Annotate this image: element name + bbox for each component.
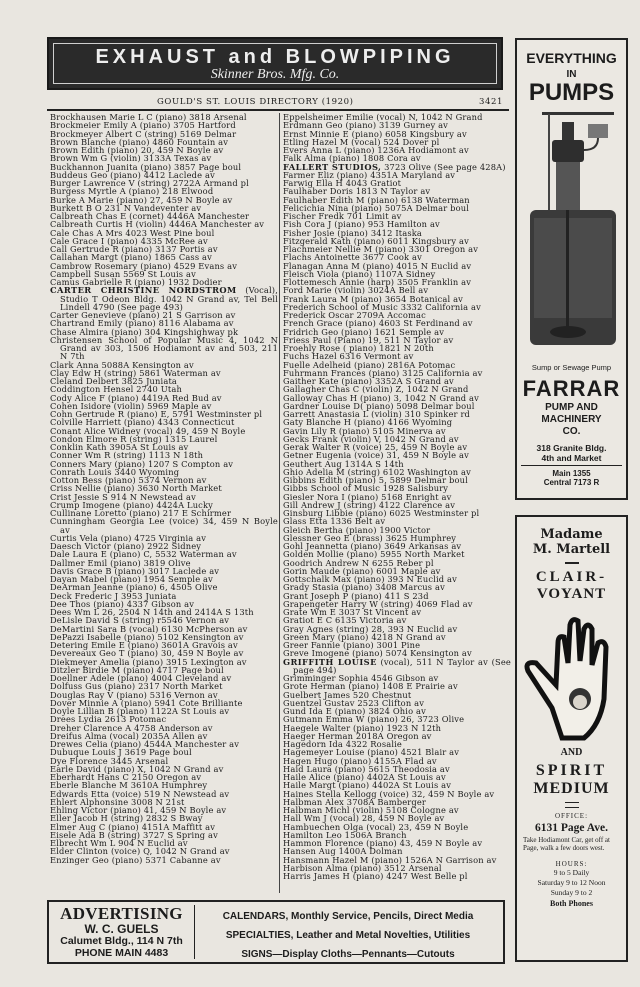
listing-entry: Ehlert Alphonsine 3008 N 21st — [50, 796, 185, 807]
listing-entry: Clark Anna 5088A Kensington av — [50, 359, 194, 370]
ad-title: SPIRIT — [535, 762, 608, 779]
listing-entry: Fitzgerald Kath (piano) 6011 Kingsbury av — [283, 235, 469, 246]
listing-entry: Flachs Antoinette 3677 Cook av — [283, 252, 422, 263]
listing-entry: Detering Emile E (piano) 3601A Gravois av — [50, 640, 238, 650]
listing-entry: Ford Marie (violin) 3024A Bell av — [283, 285, 429, 296]
listing-entry: Cale Grace I (piano) 4335 McRee av — [50, 235, 208, 246]
listing-entry: Grant Joseph P (piano) 411 S 23d — [283, 590, 429, 601]
listing-entry: Christensen School of Popular Music 4, 1042 N Grand av 303, 1506 Hodiamont av and 503, 211 N 7th — [50, 334, 278, 362]
ad-address: 318 Granite Bldg. — [536, 443, 607, 453]
listing-entry: Haile Margt (piano) 4402A St Louis av — [283, 780, 452, 791]
listing-entry: Edwards Etta (voice) 519 N Newstead av — [50, 788, 230, 799]
listing-entry: Diekmeyer Amelia (piano) 3915 Lexington av — [50, 656, 247, 667]
listing-entry: Brown Edith (piano) 20, 459 N Boyle av — [50, 145, 224, 155]
listing-entry: Call Gertrude R (piano) 3137 Portis av — [50, 244, 218, 254]
listing-entry: Hamilton Leo 1506A Branch — [283, 829, 407, 840]
listing-entry: Conners Mary (piano) 1207 S Compton av — [50, 458, 234, 469]
listing-entry: Doyle Lillian B (piano) 1122A St Louis av — [50, 706, 230, 716]
listing-entry: Criss Nellie (piano) 3630 North Market — [50, 483, 222, 494]
column-divider — [279, 113, 280, 893]
ad-headline: EXHAUST and BLOWPIPING — [95, 46, 455, 68]
ad-title: MEDIUM — [533, 780, 610, 797]
listing-entry: Burgess Myrtle A (piano) 218 Elwood — [50, 186, 214, 197]
listing-entry: Drewes Celia (piano) 4544A Manchester av — [50, 739, 240, 749]
listing-entry: Harbison Alma (piano) 3512 Arsenal — [283, 862, 442, 873]
ad-phone: Central 7173 R — [543, 478, 600, 487]
listing-entry: Calbreath Chas E (cornet) 4446A Manchester — [50, 211, 250, 221]
listing-entry: Brockhausen Marie L C (piano) 3818 Arsenal — [50, 112, 247, 122]
listing-entry: Giesler Nora I (piano) 5168 Enright av — [283, 491, 452, 502]
listing-entry: Dallmer Emil (piano) 3819 Olive — [50, 557, 191, 568]
listing-details: (vocal), 511 N Taylor av (See page 494) — [293, 656, 511, 675]
listing-entry: Fischer Fredk 701 Limit av — [283, 211, 402, 221]
listing-entry: Fuelle Adelheid (piano) 2816A Potomac — [283, 359, 456, 370]
listing-entry: Dee Thos (piano) 4337 Gibson av — [50, 598, 195, 609]
listing-entry: Guelbert James 520 Chestnut — [283, 689, 412, 700]
office-label: OFFICE: — [554, 812, 589, 820]
hours-label: HOURS: — [555, 860, 588, 868]
listing-entry: Flachmeier Nellie M (piano) 3301 Oregon av — [283, 244, 479, 254]
listing-entry — [50, 286, 278, 311]
ad-title: CLAIR- — [535, 569, 608, 585]
ad-name: M. Martell — [532, 542, 611, 557]
ad-address: 4th and Market — [521, 453, 622, 466]
listing-entry: Fridrich Geo (piano) 1621 Semple av — [283, 326, 445, 337]
listing-entry: Grapengeter Harry W (string) 4069 Flad av — [283, 598, 473, 609]
listing-entry: Gerak Walter R (voice) 25, 459 N Boyle av — [283, 442, 468, 452]
listing-entry: Dubuque Louis J 3619 Page boul — [50, 747, 192, 758]
listing-entry: Hagemeyer Louise (piano) 4521 Blair av — [283, 747, 460, 758]
listing-entry: Enzinger Geo (piano) 5371 Cabanne av — [50, 854, 221, 865]
listing-entry: Chase Almira (piano) 304 Kingshighway pk — [50, 326, 239, 337]
listing-entry: Garrett Anastasia L (violin) 310 Spinker rd — [283, 409, 471, 419]
listing-entry: Condon Elmore R (string) 1315 Laurel — [50, 433, 218, 444]
listing-entry: Fuchs Hazel 6316 Vermont av — [283, 351, 414, 362]
listing-entry: Felicichia Nina (piano) 5075A Delmar boul — [283, 202, 470, 213]
listing-name-bold: GRIFFITH LOUISE — [283, 656, 377, 667]
listing-entry: Gray Agnes (string) 28, 393 N Euclid av — [283, 623, 458, 634]
listing-entry: Chartrand Emily (piano) 8116 Alabama av — [50, 318, 234, 329]
listing-entry: Crist Jessie S 914 N Newstead av — [50, 491, 196, 502]
listing-entry: Goodrich Andrew N 6255 Reber pl — [283, 557, 434, 568]
ad-brand: FARRAR — [522, 376, 621, 401]
listing-entry — [283, 658, 511, 675]
listing-entry: Getner Eugenia (voice) 31, 459 N Boyle av — [283, 450, 469, 461]
listing-entry: Deck Frederic J 3953 Juniata — [50, 590, 177, 601]
ad-line: CALENDARS, Monthly Service, Pencils, Direct Media — [222, 911, 474, 922]
listing-entry: Daesch Victor (piano) 2922 Sidney — [50, 541, 202, 551]
ad-and: AND — [560, 747, 583, 758]
ad-phones: Both Phones — [550, 899, 593, 908]
listing-entry: Dye Florence 3445 Arsenal — [50, 755, 169, 766]
ad-line: PUMPS — [528, 79, 615, 106]
listing-entry: Dale Laura E (piano) C, 5532 Waterman av — [50, 549, 237, 560]
listing-entry: Cullinane Loretto (piano) 217 E Schirmer — [50, 508, 232, 518]
listing-entry: Hambuechen Olga (vocal) 23, 459 N Boyle — [283, 821, 469, 832]
listing-entry: Eppelsheimer Emilie (vocal) N, 1042 N Grand — [283, 112, 483, 122]
listing-entry: Friess Paul (Piano) 19, 511 N Taylor av — [283, 334, 454, 345]
listing-entry: Fisher Josie (piano) 3412 Itaska — [283, 227, 423, 238]
listing-entry: Flanagan Anna M (piano) 4015 N Euclid av — [283, 260, 472, 271]
listing-entry: Guentzel Gustav 2523 Clifton av — [283, 697, 425, 708]
pump-advertisement — [515, 38, 628, 500]
middle-listing-column — [283, 113, 511, 880]
listing-entry: Glessner Geo E (brass) 3625 Humphrey — [283, 532, 457, 543]
listing-entry: Buddeus Geo (piano) 4412 Laclede av — [50, 169, 215, 180]
ad-address: Calumet Bldg., 114 N 7th — [60, 935, 183, 947]
listing-entry: Drees Lydia 2613 Potomac — [50, 714, 167, 725]
listing-entry: Gecks Frank (violin) V, 1042 N Grand av — [283, 433, 459, 444]
listing-entry: Falk Alma (piano) 1808 Cora av — [283, 153, 421, 164]
listing-entry: Grote Herman (piano) 1408 E Prairie av — [283, 681, 458, 692]
listing-name-bold: FALLERT STUDIOS, — [283, 161, 382, 172]
listing-entry: Dayan Mabel (piano) 1954 Semple av — [50, 574, 213, 584]
ad-phone: Main 1355 — [552, 469, 591, 478]
listing-entry: Ditzler Birdie M (piano) 4717 Page boul — [50, 664, 224, 675]
listing-entry: Callahan Margt (piano) 1865 Cass av — [50, 252, 212, 263]
listing-entry: Fish Cora J (piano) 953 Hamilton av — [283, 219, 440, 230]
listing-entry: Hagen Hugo (piano) 4155A Flad av — [283, 755, 437, 766]
listing-entry: Flottemesch Annie (harp) 3505 Franklin av — [283, 277, 472, 287]
listing-entry: Cale Chas A Mrs 4023 West Pine boul — [50, 227, 215, 238]
listing-entry: Eisele Ada B (string) 3727 S Spring av — [50, 829, 218, 840]
ad-address: 6131 Page Ave. — [535, 822, 608, 834]
listing-entry: Conant Alice Widney (vocal) 49, 459 N Boyle — [50, 425, 246, 436]
listing-entry: Gill Andrew J (string) 4122 Clarence av — [283, 499, 456, 510]
listing-entry: Colville Harriett (piano) 4343 Connecticut — [50, 417, 235, 428]
listing-entry: Geuthert Aug 1314A S 14th — [283, 458, 404, 469]
listing-entry: Gaty Blanche H (piano) 4166 Wyoming — [283, 417, 453, 428]
listing-details: 3723 Olive (See page 428A) — [381, 161, 506, 172]
clairvoyant-advertisement — [515, 515, 628, 962]
listing-entry: Gibbins Edith (piano) 5, 5899 Delmar boul — [283, 475, 468, 485]
listing-entry: Buckhannon Juanita (piano) 3857 Page boul — [50, 161, 242, 172]
listing-entry: Eller Jacob H (string) 2832 S Bway — [50, 813, 203, 824]
listing-entry: Green Mary (piano) 4218 N Grand av — [283, 631, 446, 642]
listing-entry: Gutmann Emma W (piano) 26, 3723 Olive — [283, 714, 465, 725]
header-rule — [47, 109, 509, 111]
listing-entry: Haeger Herman 2018A Oregon av — [283, 730, 432, 741]
listing-entry: Dolfuss Gus (piano) 2317 North Market — [50, 681, 223, 692]
listing-entry: Fuhrmann Frances (piano) 3125 California av — [283, 367, 483, 378]
listing-entry: Fleisch Viola (piano) 1107A Sidney — [283, 268, 436, 279]
directory-title: GOULD'S ST. LOUIS DIRECTORY (1920) — [157, 97, 354, 107]
ad-line: IN — [566, 69, 577, 80]
ad-hours: Saturday 9 to 12 Noon — [537, 878, 606, 887]
listing-entry: Evers Anna L (piano) 1236A Hodiamont av — [283, 145, 469, 155]
listing-entry: DePazzi Isabelle (piano) 5102 Kensington av — [50, 631, 244, 642]
bottom-advertisement — [47, 900, 505, 964]
listing-entry: Gratiot E C 6135 Victoria av — [283, 615, 407, 626]
listing-entry: Curtis Vela (piano) 4725 Virginia av — [50, 532, 207, 543]
ad-company: Skinner Bros. Mfg. Co. — [210, 67, 340, 82]
listing-entry: Davis Grace B (piano) 3017 Laclede av — [50, 565, 220, 576]
listing-entry: Cunningham Georgia Lee (voice) 34, 459 N Boyle av — [50, 516, 278, 535]
listing-entry: Gund Ida E (piano) 3824 Ohio av — [283, 706, 426, 716]
listing-entry: Farmer Eliz (piano) 4351A Maryland av — [283, 169, 456, 180]
listing-entry: Gibbs School of Music 1928 Salisbury — [283, 483, 449, 494]
listing-entry: Gorin Maude (piano) 6001 Maple av — [283, 565, 441, 576]
listing-entry: Cohen Isidore (violin) 5969 Maple av — [50, 400, 212, 411]
page-number: 3421 — [478, 97, 503, 107]
listing-entry: Greer Fannie (piano) 3001 Pine — [283, 640, 421, 650]
listing-entry: Gaither Kate (piano) 3352A S Grand av — [283, 376, 454, 386]
ad-line: MACHINERY — [541, 414, 602, 425]
listing-name-bold: CARTER CHRISTINE NORDSTROM — [50, 285, 237, 296]
listing-details: (Vocal), Studio T Odeon Bldg. 1042 N Grand av, Tel Bell Lindell 4790 (See page 493) — [60, 285, 278, 312]
listing-entry: Eberle Blanche M 3610A Humphrey — [50, 780, 208, 791]
listing-entry: Frank Laura M (piano) 3654 Botanical av — [283, 293, 464, 304]
listing-entry: Glass Etta 1336 Belt av — [283, 516, 386, 527]
ad-heading: ADVERTISING — [60, 904, 183, 923]
listing-entry: Gottschalk Max (piano) 393 N Euclid av — [283, 574, 457, 584]
ad-line: PUMP AND — [545, 402, 598, 413]
listing-entry: Hall Wm J (vocal) 28, 459 N Boyle av — [283, 813, 445, 824]
listing-entry: Faulhaber Edith M (piano) 6138 Waterman — [283, 194, 470, 205]
listing-entry: Dreifus Alma (vocal) 2035A Allen av — [50, 730, 208, 741]
listing-entry: Grate Wm E 3037 St Vincent av — [283, 607, 422, 617]
listing-entry: Froehly Rose ( piano) 1821 N 20th — [283, 343, 434, 353]
listing-entry: Gallagher Chas C (violin) Z, 1042 N Grand — [283, 384, 469, 395]
listing-entry: Brown Blanche (piano) 4860 Fountain av — [50, 136, 229, 147]
listing-entry: Elbrecht Wm L 904 N Euclid av — [50, 838, 188, 848]
listing-entry: Hansmann Hazel M (piano) 1526A N Garrison av — [283, 854, 497, 865]
listing-entry: Burger Lawrence V (string) 2722A Armand pl — [50, 178, 249, 188]
listing-entry: Haegele Walter (piano) 1923 N 12th — [283, 722, 442, 733]
listing-entry: Frederich School of Music 3332 California av — [283, 301, 481, 312]
listing-entry: Dreher Clarence A 4758 Anderson av — [50, 722, 213, 733]
listing-entry: DeArman Jeanne (piano) 6, 4505 Olive — [50, 582, 218, 593]
listing-entry: Cleland Delbert 3825 Juniata — [50, 376, 178, 386]
listing-entry: Brown Wm G (violin) 3133A Texas av — [50, 153, 212, 164]
listing-entry: Grimminger Sophia 4546 Gibson av — [283, 673, 439, 683]
listing-entry: Burke A Marie (piano) 27, 459 N Boyle av — [50, 194, 233, 205]
listing-entry: Ginsburg Libbie (piano) 6025 Westminster pl — [283, 508, 480, 518]
listing-entry: Harris James H (piano) 4247 West Belle pl — [283, 871, 468, 881]
listing-entry: Elder Clinton (voice) Q, 1042 N Grand av — [50, 846, 230, 857]
listing-entry: Hansen Aug 1400A Dolman — [283, 846, 403, 857]
listing-entry: Hagedorn Ida 4322 Rosalie — [283, 739, 402, 749]
listing-entry: Conner Wm R (string) 1113 N 18th — [50, 450, 204, 461]
listing-entry: Elmer Aug C (piano) 4151A Maffitt av — [50, 821, 216, 832]
palm-hand-illustration — [522, 603, 622, 743]
sump-pump-illustration — [522, 110, 622, 358]
listing-entry: Farwig Ella H 4043 Gratiot — [283, 178, 402, 188]
listing-entry: Greve Imogene (piano) 5074 Kensington av — [283, 648, 472, 659]
listing-entry: Brockmeyer Albert C (string) 5169 Delmar — [50, 128, 237, 139]
ad-line: SIGNS—Display Cloths—Pennants—Cutouts — [241, 949, 455, 960]
listing-entry: Dees Wm L 26, 2504 N 14th and 2414A S 13th — [50, 607, 254, 617]
listing-entry: Eberhardt Hans C 2150 Oregon av — [50, 772, 202, 782]
top-advertisement — [47, 37, 503, 90]
listing-entry: Cotton Bess (piano) 5374 Vernon av — [50, 475, 207, 485]
listing-entry: Devereaux Geo T (piano) 30, 459 N Boyle av — [50, 648, 244, 659]
listing-entry: Ghio Adelia M (string) 6102 Washington av — [283, 466, 471, 477]
listing-entry: Gleich Bertha (piano) 1900 Victor — [283, 524, 431, 535]
ad-line: SPECIALTIES, Leather and Metal Novelties, Utilities — [225, 930, 471, 941]
listing-entry: Ehling Victor (piano) 41, 459 N Boyle av — [50, 805, 227, 815]
listing-entry: Conrath Louis 3440 Wyoming — [50, 466, 180, 477]
listing-entry: French Grace (piano) 4603 St Ferdinand av — [283, 318, 473, 329]
ad-directions: Take Hodiamont Car, get off at Page, walk a few doors west. — [523, 836, 610, 852]
listing-entry: Gohl Jeannetta (piano) 3649 Arkansas av — [283, 541, 462, 551]
listing-entry: Grady Stasia (piano) 3408 Marcus av — [283, 582, 445, 593]
ad-line: EVERYTHING — [526, 50, 617, 66]
listing-entry: Halbman Michl (violin) 5108 Cologne av — [283, 805, 459, 815]
listing-entry: Doellner Adele (piano) 4004 Cleveland av — [50, 673, 232, 683]
listing-entry: Campbell Susan 5569 St Louis av — [50, 268, 196, 279]
listing-entry: Douglas Ray V (piano) 5316 Vernon av — [50, 689, 218, 700]
listing-entry: Dover Minnie A (piano) 5941 Cote Brilliante — [50, 697, 243, 708]
ad-phone: PHONE MAIN 4483 — [74, 947, 169, 959]
listing-entry: Ernst Minnie E (piano) 6058 Kingsbury av — [283, 128, 467, 139]
ad-hours: Sunday 9 to 2 — [550, 888, 593, 897]
listing-entry: Carter Genevieve (piano) 21 S Garrison av — [50, 310, 236, 320]
ad-caption: Sump or Sewage Pump — [531, 363, 612, 372]
listing-entry: Camus Gabrielle R (piano) 1932 Dodier — [50, 277, 222, 287]
listing-entry: Clay Edw H (string) 5861 Waterman av — [50, 367, 221, 378]
listing-entry: Golden Mollie (piano) 5955 North Market — [283, 549, 465, 560]
listing-entry: DeMartini Sara B (vocal) 6130 McPherson av — [50, 623, 248, 634]
listing-entry: Coddington Hensel 2740 Utah — [50, 384, 182, 395]
listing-entry: Earle David (piano) X, 1042 N Grand av — [50, 763, 224, 774]
listing-entry: Cody Alice F (piano) 4419A Red Bud av — [50, 392, 222, 403]
listing-entry: Haile Alice (piano) 4402A St Louis av — [283, 772, 446, 782]
listing-entry: Haines Stella Kellogg (voice) 32, 459 N Boyle av — [283, 788, 495, 799]
ad-hours: 9 to 5 Daily — [553, 868, 590, 877]
listing-entry: Galloway Chas H (piano) 3, 1042 N Grand av — [283, 392, 479, 403]
listing-entry: Crump Imogene (piano) 4424A Lucky — [50, 499, 213, 510]
listing-entry: Cambrow Rosemary (piano) 4529 Evans av — [50, 260, 238, 271]
listing-entry: Halbman Alex 3708A Bamberger — [283, 796, 427, 807]
listing-entry: Faulhaber Doris 1813 N Taylor av — [283, 186, 431, 197]
listing-entry: Conklin Kath 3905A St Louis av — [50, 442, 189, 452]
ad-line: CO. — [562, 426, 581, 437]
listing-entry: Gardner Louise D( piano) 5098 Delmar boul — [283, 400, 475, 411]
listing-entry: Etling Hazel M (vocal) 524 Dover pl — [283, 136, 440, 147]
listing-entry: Haid Laura (piano) 5615 Theodosia av — [283, 763, 450, 774]
listing-entry: Brockmeier Emily A (piano) 3705 Hartford — [50, 120, 236, 131]
listing-entry: Gavin Lily R (piano) 5105 Minerva av — [283, 425, 446, 436]
listing-entry: Calbreath Curtis H (violin) 4446A Manchester av — [50, 219, 265, 230]
left-listing-column — [50, 113, 278, 864]
listing-entry: Burkett B O 231 N Vandeventer av — [50, 202, 202, 213]
listing-entry: Frederick Oscar 2709A Accomac — [283, 310, 426, 320]
ad-title: VOYANT — [536, 586, 607, 602]
listing-entry: DeLisle David S (string) r5546 Vernon av — [50, 615, 230, 626]
listing-entry: Cohn Gertrude R (piano) E, 5791 Westminster pl — [50, 409, 263, 419]
listing-entry: Hammon Florence (piano) 43, 459 N Boyle av — [283, 838, 483, 848]
ad-name: W. C. GUELS — [84, 922, 159, 936]
listing-entry: Erdmann Geo (piano) 3139 Gurney av — [283, 120, 449, 131]
ad-name: Madame — [540, 527, 603, 542]
